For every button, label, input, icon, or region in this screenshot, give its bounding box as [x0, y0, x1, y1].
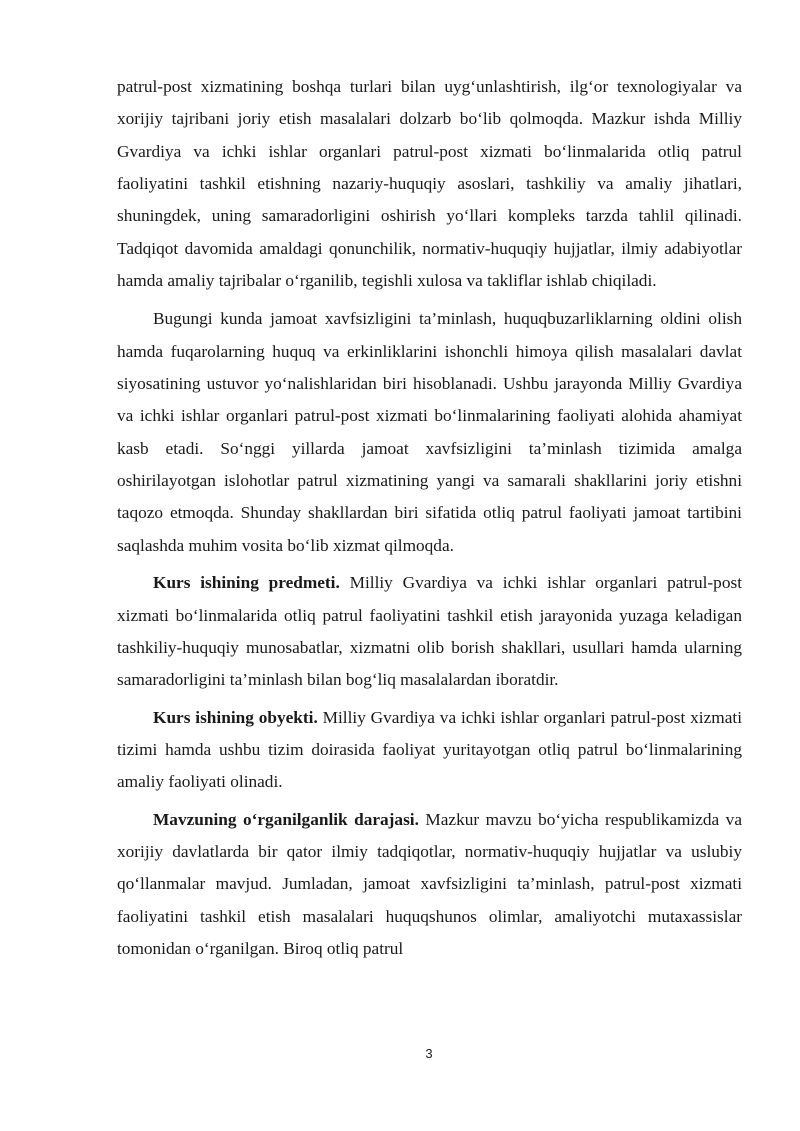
paragraph-object	[117, 702, 742, 799]
paragraph-continuation	[117, 71, 742, 297]
paragraph-subject	[117, 567, 742, 696]
paragraph-study-level	[117, 804, 742, 966]
paragraph-text: Milliy Gvardiya va ichki ishlar organlari patrul-post xizmati bo‘linmalarida otliq patrul faoliyatini tashkil etish jarayonida yuzaga keladigan tashkiliy-huquqiy munosabatlar, xizmatni olib borish shakllari, usullari hamda ularning samaradorligini ta’minlash bilan bog‘liq masalalardan iboratdir.	[117, 573, 742, 690]
paragraph-heading: Kurs ishining predmeti.	[153, 573, 340, 593]
paragraph-heading: Mavzuning o‘rganilganlik darajasi.	[153, 809, 419, 829]
paragraph-text: Bugungi kunda jamoat xavfsizligini ta’minlash, huquqbuzarliklarning oldini olish hamda fuqarolarning huquq va erkinliklarini ishonchli himoya qilish masalalari davlat siyosatining ustuvor yo‘nalishlaridan biri hisoblanadi. Ushbu jarayonda Milliy Gvardiya va ichki ishlar organlari patrul-post xizmati bo‘linmalarining faoliyati alohida ahamiyat kasb etadi. So‘nggi yillarda jamoat xavfsizligini ta’minlash tizimida amalga oshirilayotgan islohotlar patrul xizmatining yangi va samarali shakllarini joriy etishni taqozo etmoqda. Shunday shakllardan biri sifatida otliq patrul faoliyati jamoat tartibini saqlashda muhim vosita bo‘lib xizmat qilmoqda.	[117, 309, 742, 555]
paragraph-text: patrul-post xizmatining boshqa turlari bilan uyg‘unlashtirish, ilg‘or texnologiyalar va xorijiy tajribani joriy etish masalalari dolzarb bo‘lib qolmoqda. Mazkur ishda Milliy Gvardiya va ichki ishlar organlari patrul-post xizmati bo‘linmalarida otliq patrul faoliyatini tashkil etishning nazariy-huquqiy asoslari, tashkiliy va amaliy jihatlari, shuningdek, uning samaradorligini oshirish yo‘llari kompleks tarzda tahlil qilinadi. Tadqiqot davomida amaldagi qonunchilik, normativ-huquqiy hujjatlar, ilmiy adabiyotlar hamda amaliy tajribalar o‘rganilib, tegishli xulosa va takliflar ishlab chiqiladi.	[117, 77, 742, 291]
paragraph-heading: Kurs ishining obyekti.	[153, 707, 318, 727]
paragraph-text: Mazkur mavzu bo‘yicha respublikamizda va xorijiy davlatlarda bir qator ilmiy tadqiqotlar, normativ-huquqiy hujjatlar va uslubiy qo‘llanmalar mavjud. Jumladan, jamoat xavfsizligini ta’minlash, patrul-post xizmati faoliyatini tashkil etish masalalari huquqshunos olimlar, amaliyotchi mutaxassislar tomonidan o‘rganilgan. Biroq otliq patrul	[117, 809, 742, 958]
page-number: 3	[425, 1046, 433, 1061]
body-text	[117, 71, 742, 970]
paragraph-text: Milliy Gvardiya va ichki ishlar organlari patrul-post xizmati tizimi hamda ushbu tizim doirasida faoliyat yuritayotgan otliq patrul bo‘linmalarining amaliy faoliyati olinadi.	[117, 707, 742, 792]
paragraph-context	[117, 303, 742, 562]
